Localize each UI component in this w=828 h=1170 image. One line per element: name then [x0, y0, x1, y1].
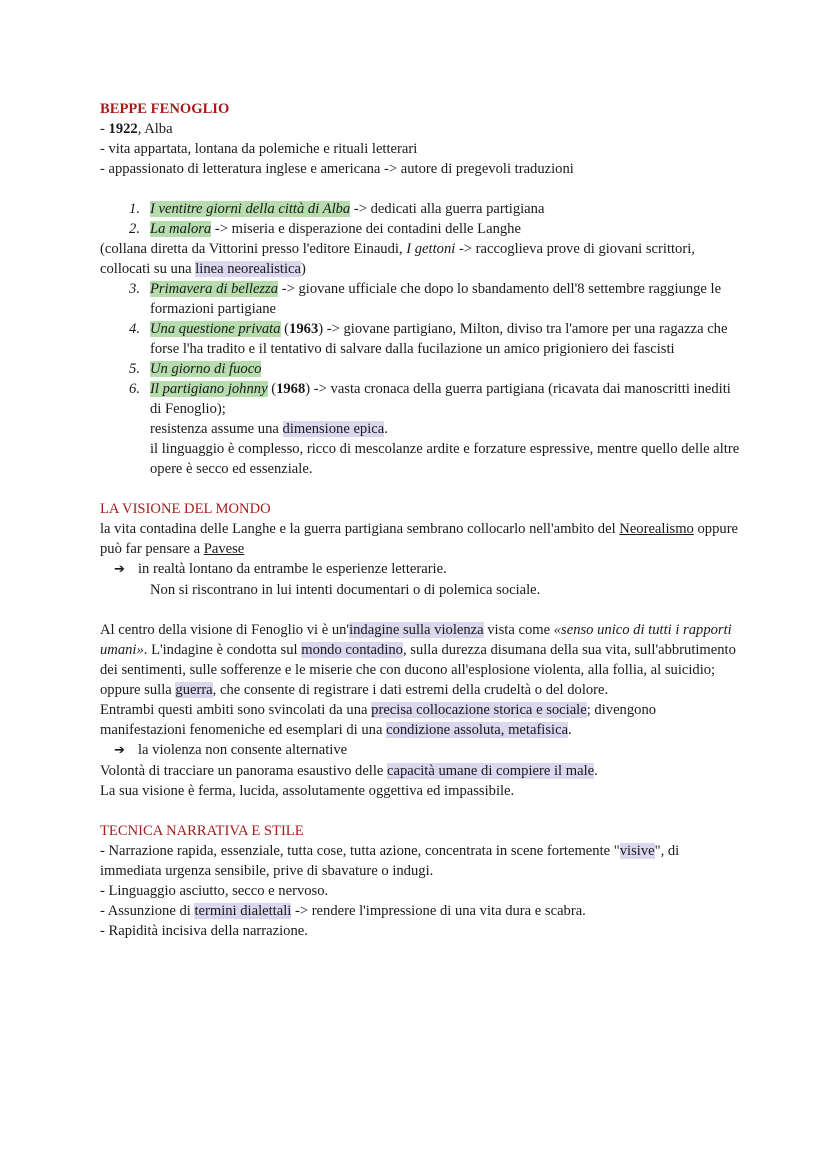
underlined-term: Neorealismo [619, 521, 694, 537]
arrow-item-2 [100, 740, 740, 761]
tecnica-line-3 [100, 901, 740, 921]
underlined-term: Pavese [203, 541, 245, 557]
visione-paragraph-1 [100, 519, 740, 559]
section-heading-tecnica: TECNICA NARRATIVA E STILE [100, 823, 304, 839]
work-desc: -> giovane partigiano, Milton, diviso tra l'amore per una ragazza che forse l'ha tradito e il tentativo di salvare dalla fucilazione un amico prigioniero dei fascisti [150, 321, 728, 357]
visione-paragraph-3 [100, 700, 740, 740]
list-number: 4. [129, 321, 140, 337]
work-item-3 [100, 279, 740, 319]
text: ", di immediata urgenza sensibile, prive di sbavature o indugi. [100, 843, 680, 879]
birth-place: , Alba [137, 121, 173, 137]
document-body [100, 99, 740, 941]
note-text: (collana diretta da Vittorini presso l'editore Einaudi, [100, 241, 407, 257]
quote: «senso unico di tutti i rapporti umani» [100, 622, 732, 658]
text: oppure può far pensare a [100, 521, 739, 557]
text: vista come [483, 622, 554, 638]
work-title: Primavera di bellezza [150, 281, 279, 297]
arrow-icon: ➔ [114, 743, 125, 758]
work-item-2 [100, 219, 740, 239]
arrow-item-1 [100, 559, 740, 580]
text: . [568, 722, 572, 738]
highlight-purple: dimensione epica [282, 421, 385, 437]
highlight-purple: visive [619, 843, 655, 859]
bio-line-1: - 1922, Alba [100, 121, 173, 137]
list-number: 1. [129, 201, 140, 217]
highlight-purple: condizione assoluta, metafisica [386, 722, 569, 738]
highlight-purple: capacità umane di compiere il male [387, 763, 595, 779]
bio-line-3: - appassionato di letteratura inglese e americana -> autore di pregevoli traduzioni [100, 161, 574, 177]
work-desc: -> miseria e disperazione dei contadini delle Langhe [211, 221, 521, 237]
bio-line-2: - vita appartata, lontana da polemiche e rituali letterari [100, 141, 418, 157]
list-number: 6. [129, 381, 140, 397]
work-title: Una questione privata [150, 321, 281, 337]
birth-year: 1922 [108, 121, 138, 137]
highlight-purple: mondo contadino [301, 642, 403, 658]
text: - Narrazione rapida, essenziale, tutta cose, tutta azione, concentrata in scene fortemente " [100, 843, 620, 859]
text: Entrambi questi ambiti sono svincolati da una [100, 702, 372, 718]
text: . L'indagine è condotta sul [143, 642, 302, 658]
page-title: BEPPE FENOGLIO [100, 101, 230, 117]
spacer [100, 600, 740, 620]
list-number: 3. [129, 281, 140, 297]
arrow-text: in realtà lontano da entrambe le esperienze letterarie. [138, 561, 447, 577]
work-item-1 [100, 199, 740, 219]
highlight-purple: termini dialettali [194, 903, 292, 919]
arrow-item-1-cont: Non si riscontrano in lui intenti documentari o di polemica sociale. [150, 582, 541, 598]
work-title: I ventitre giorni della città di Alba [150, 201, 351, 217]
work-item-6: 6. Il partigiano johnny (1968) -> vasta cronaca della guerra partigiana (ricavata dai manoscritti inediti di Fenoglio); [100, 379, 740, 419]
text: resistenza assume una [150, 421, 283, 437]
work-title: La malora [150, 221, 212, 237]
list-number: 2. [129, 221, 140, 237]
work-6-line-2 [100, 419, 740, 439]
spacer [100, 179, 740, 199]
arrow-icon: ➔ [114, 562, 125, 577]
text: , che consente di registrare i dati estremi della crudeltà o del dolore. [212, 682, 609, 698]
work-item-4: 4. Una questione privata (1963) -> giovane partigiano, Milton, diviso tra l'amore per una ragazza che forse l'ha tradito e il tentativo di salvare dalla fucilazione un amico prigioniero dei fascisti [100, 319, 740, 359]
work-desc: -> vasta cronaca della guerra partigiana (ricavata dai manoscritti inediti di Fenoglio); [150, 381, 731, 417]
highlight-purple: linea neorealistica [195, 261, 301, 277]
note-text: -> raccoglieva prove di giovani scrittori, collocati su una [100, 241, 695, 277]
visione-paragraph-2 [100, 620, 740, 700]
work-year: 1963 [289, 321, 319, 337]
visione-paragraph-4 [100, 761, 740, 781]
work-6-line-3: il linguaggio è complesso, ricco di mescolanze ardite e forzature espressive, mentre quello delle altre opere è secco ed essenziale. [150, 441, 740, 477]
arrow-text: la violenza non consente alternative [138, 742, 348, 758]
spacer [100, 801, 740, 821]
text: -> rendere l'impressione di una vita dura e scabra. [291, 903, 586, 919]
highlight-purple: guerra [175, 682, 213, 698]
text: . [384, 421, 388, 437]
visione-paragraph-5: La sua visione è ferma, lucida, assolutamente oggettiva ed impassibile. [100, 783, 515, 799]
tecnica-line-2: - Linguaggio asciutto, secco e nervoso. [100, 883, 329, 899]
text: - Assunzione di [100, 903, 195, 919]
work-title: Il partigiano johnny [150, 381, 268, 397]
work-item-5 [100, 359, 740, 379]
text: Volontà di tracciare un panorama esaustivo delle [100, 763, 388, 779]
spacer [100, 479, 740, 499]
work-desc: -> dedicati alla guerra partigiana [350, 201, 545, 217]
note-text: ) [301, 261, 306, 277]
text: , sulla durezza disumana della sua vita, sull'abbrutimento dei sentimenti, sulle sofferenze e le miserie che con ducono all'esplosione violenta, alla follia, al suicidio; oppure sulla [100, 642, 736, 698]
text: la vita contadina delle Langhe e la guerra partigiana sembrano collocarlo nell'ambito del [100, 521, 620, 537]
work-year: 1968 [276, 381, 306, 397]
collana-note [100, 239, 740, 279]
series-title: I gettoni [406, 241, 456, 257]
text: . [594, 763, 598, 779]
text: Al centro della visione di Fenoglio vi è un' [100, 622, 350, 638]
highlight-purple: precisa collocazione storica e sociale [371, 702, 587, 718]
highlight-purple: indagine sulla violenza [349, 622, 484, 638]
tecnica-line-1 [100, 841, 740, 881]
work-desc: -> giovane ufficiale che dopo lo sbandamento dell'8 settembre raggiunge le formazioni partigiane [150, 281, 722, 317]
work-title: Un giorno di fuoco [150, 361, 262, 377]
tecnica-line-4: - Rapidità incisiva della narrazione. [100, 923, 308, 939]
text: ; divengono manifestazioni fenomeniche ed esemplari di una [100, 702, 657, 738]
section-heading-visione: LA VISIONE DEL MONDO [100, 501, 271, 517]
list-number: 5. [129, 361, 140, 377]
